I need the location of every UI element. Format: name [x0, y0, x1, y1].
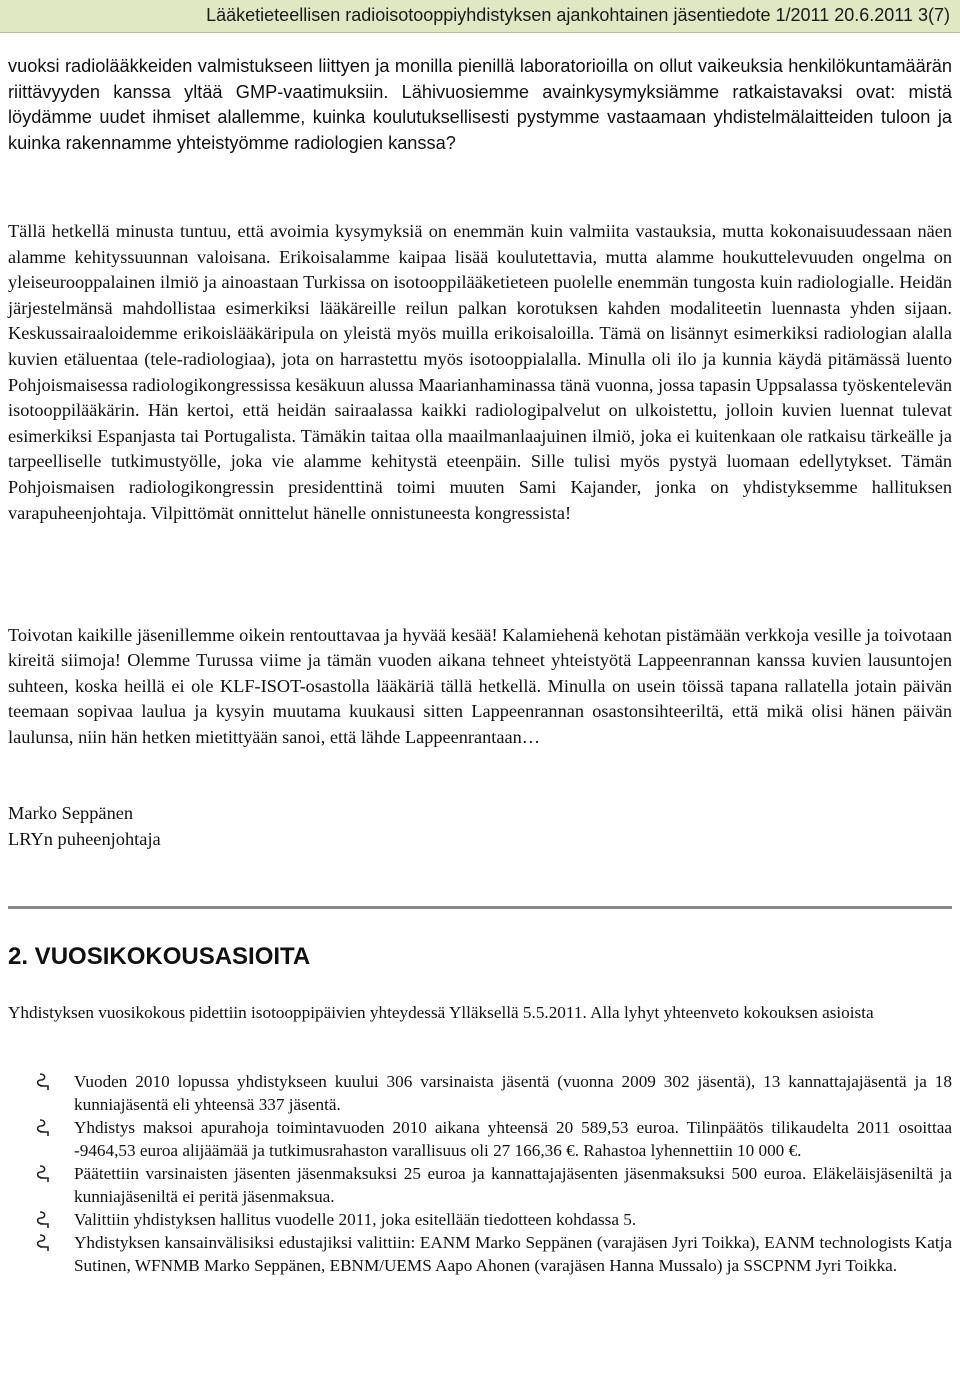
page-header	[0, 0, 960, 33]
list-item-text: Päätettiin varsinaisten jäsenten jäsenmaksuksi 25 euroa ja kannattajajäsenten jäsenmaksuksi 500 euroa. Eläkeläisjäseniltä ja kunniajäseniltä ei peritä jäsenmaksua.	[74, 1164, 952, 1206]
section-heading: 2. VUOSIKOKOUSASIOITA	[8, 943, 311, 970]
wavy-bullet-icon	[36, 1164, 52, 1184]
section-intro: Yhdistyksen vuosikokous pidettiin isotooppipäivien yhteydessä Ylläksellä 5.5.2011. Alla lyhyt yhteenveto kokouksen asioista	[8, 1003, 874, 1022]
signature-name: Marko Seppänen	[8, 803, 134, 823]
list-item	[8, 1231, 952, 1277]
list-item-text: Yhdistys maksoi apurahoja toimintavuoden 2010 aikana yhteensä 20 589,53 euroa. Tilinpäätös tilikaudelta 2011 osoittaa -9464,53 euroa alijäämää ja tutkimusrahaston varallisuus oli 27 166,36 €. Rahastoa lyhennettiin 10 000 €.	[74, 1118, 952, 1160]
list-item	[8, 1116, 952, 1162]
list-item-text: Valittiin yhdistyksen hallitus vuodelle 2011, joka esitellään tiedotteen kohdassa 5.	[74, 1210, 637, 1229]
list-item-text: Yhdistyksen kansainvälisiksi edustajiksi valittiin: EANM Marko Seppänen (varajäsen Jyri Toikka), EANM technologists Katja Sutinen, WFNMB Marko Seppänen, EBNM/UEMS Aapo Ahonen (varajäsen Hanna Mussalo) ja SSCPNM Jyri Toikka.	[74, 1233, 952, 1275]
wavy-bullet-icon	[36, 1233, 52, 1253]
header-title: Lääketieteellisen radioisotooppiyhdistyksen ajankohtainen jäsentiedote 1/2011 20.6.2011 3(7)	[206, 5, 950, 25]
wavy-bullet-icon	[36, 1118, 52, 1138]
paragraph-intro: vuoksi radiolääkkeiden valmistukseen liittyen ja monilla pienillä laboratorioilla on ollut vaikeuksia henkilökuntamäärän riittävyyden kanssa yltää GMP-vaatimuksiin. Lähivuosiemme avainkysymyksiämme ratkaistavaksi ovat: mistä löydämme uudet ihmiset alallemme, kuinka koulutuksellisesti pystymme vastaamaan yhdistelmälaitteiden tuloon ja kuinka rakennamme yhteistyömme radiologien kanssa?	[8, 56, 952, 153]
signature-role: LRYn puheenjohtaja	[8, 829, 161, 849]
list-item-text: Vuoden 2010 lopussa yhdistykseen kuului 306 varsinaista jäsentä (vuonna 2009 302 jäsentä), 13 kannattajajäsentä ja 18 kunniajäsentä eli yhteensä 337 jäsentä.	[74, 1072, 952, 1114]
paragraph-body: Tällä hetkellä minusta tuntuu, että avoimia kysymyksiä on enemmän kuin valmiita vastauksia, mutta kokonaisuudessaan näen alamme kehityssuunnan valoisana. Erikoisalamme kaipaa lisää koulutettavia, mutta alamme houkuttelevuuden ongelma on yleiseurooppalainen ilmiö ja ainoastaan Turkissa on isotooppilääketieteen puolelle enemmän tungosta kuin radiologialle. Heidän järjestelmänsä mahdollistaa esimerkiksi lääkäreille reilun palkan korotuksen kahden modaliteetin luennasta yhden sijaan. Keskussairaaloidemme erikoislääkäripula on yleistä myös muilla erikoisaloilla. Tämä on lisännyt esimerkiksi radiologian alalla kuvien etäluentaa (tele-radiologiaa), jota on harrastettu myös isotooppialalla. Minulla oli ilo ja kunnia käydä pitämässä luento Pohjoismaisessa radiologikongressissa kesäkuun alussa Maarianhaminassa tänä vuonna, jossa tapasin Uppsalassa työskentelevän isotooppilääkärin. Hän kertoi, että heidän sairaalassa kaikki radiologipalvelut on ulkoistettu, jolloin kuvien luennat tulevat esimerkiksi Espanjasta tai Portugalista. Tämäkin taitaa olla maailmanlaajuinen ilmiö, joka ei kuitenkaan ole ratkaisu tärkeälle ja tarpeelliselle tutkimustyölle, joka vie alamme kehitystä eteenpäin. Sille tulisi myös pystyä luomaan edellytykset. Tämän Pohjoismaisen radiologikongressin presidenttinä toimi muuten Sami Kajander, jonka on yhdistyksemme hallituksen varapuheenjohtaja. Vilpittömät onnittelut hänelle onnistuneesta kongressista!	[8, 221, 952, 523]
list-item	[8, 1070, 952, 1116]
wavy-bullet-icon	[36, 1210, 52, 1230]
section-divider	[8, 906, 952, 909]
list-item	[8, 1208, 952, 1231]
paragraph-greeting: Toivotan kaikille jäsenillemme oikein rentouttavaa ja hyvää kesää! Kalamiehenä kehotan pistämään verkkoja vesille ja toivotaan kireitä siimoja! Olemme Turussa viime ja tämän vuoden aikana tehneet yhteistyötä Lappeenrannan kanssa kuvien lausuntojen suhteen, koska heillä ei ole KLF-ISOT-osastolla lääkäriä tällä hetkellä. Minulla on usein töissä tapana rallatella jotain päivän teemaan sopivaa laulua ja kysyin muutama kuukausi sitten Lappeenrannan osastonsihteeriltä, että mikä olisi hänen päivän laulunsa, niin hän hetken mietittyään sanoi, että lähde Lappeenrantaan…	[8, 625, 952, 747]
wavy-bullet-icon	[36, 1072, 52, 1092]
meeting-bullet-list	[8, 1070, 952, 1277]
list-item	[8, 1162, 952, 1208]
